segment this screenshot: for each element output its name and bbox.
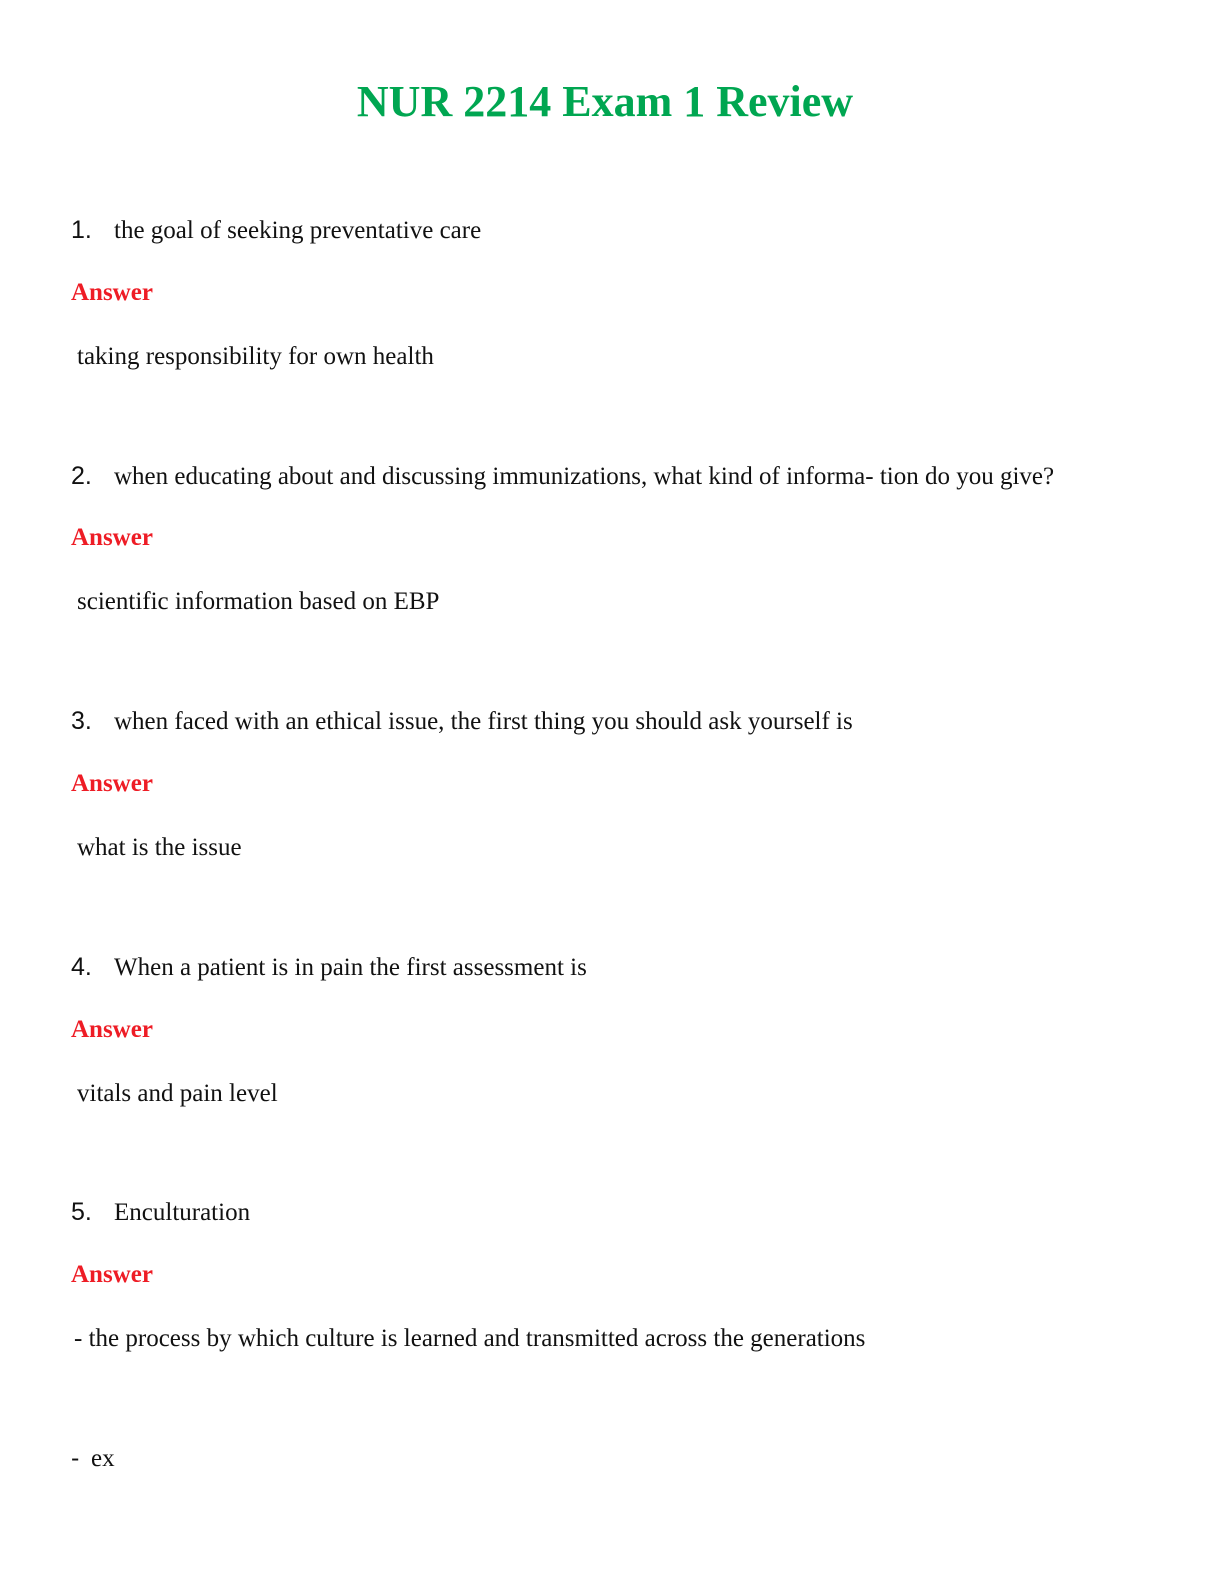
question-text: Enculturation: [114, 1199, 251, 1226]
question-5: [71, 1196, 250, 1229]
question-text: when educating about and discussing immunizations, what kind of informa- tion do you give?: [114, 463, 1055, 490]
bullet-dash: -: [71, 1444, 80, 1472]
answer-label: Answer: [71, 279, 153, 306]
answer-text: scientific information based on EBP: [77, 588, 440, 615]
answer-label: Answer: [71, 1261, 153, 1288]
question-text: When a patient is in pain the first assessment is: [114, 954, 587, 981]
question-number: 2.: [71, 462, 92, 490]
question-1: [71, 214, 481, 247]
question-2: [71, 460, 1054, 493]
example-text: ex: [91, 1445, 115, 1472]
answer-label: Answer: [71, 770, 153, 797]
answer-text: - the process by which culture is learned and transmitted across the generations: [74, 1325, 866, 1352]
page-title: NUR 2214 Exam 1 Review: [356, 77, 854, 126]
question-number: 1.: [71, 216, 92, 244]
question-number: 5.: [71, 1198, 92, 1226]
question-3: [71, 705, 853, 738]
question-4: [71, 951, 587, 984]
question-text: the goal of seeking preventative care: [114, 217, 482, 244]
answer-text: taking responsibility for own health: [77, 343, 434, 370]
answer-text: what is the issue: [77, 834, 242, 861]
question-number: 3.: [71, 707, 92, 735]
answer-text: vitals and pain level: [77, 1080, 278, 1107]
question-text: when faced with an ethical issue, the first thing you should ask yourself is: [114, 708, 853, 735]
question-number: 4.: [71, 953, 92, 981]
answer-label: Answer: [71, 1016, 153, 1043]
trailing-example-line: [71, 1442, 115, 1475]
answer-label: Answer: [71, 524, 153, 551]
